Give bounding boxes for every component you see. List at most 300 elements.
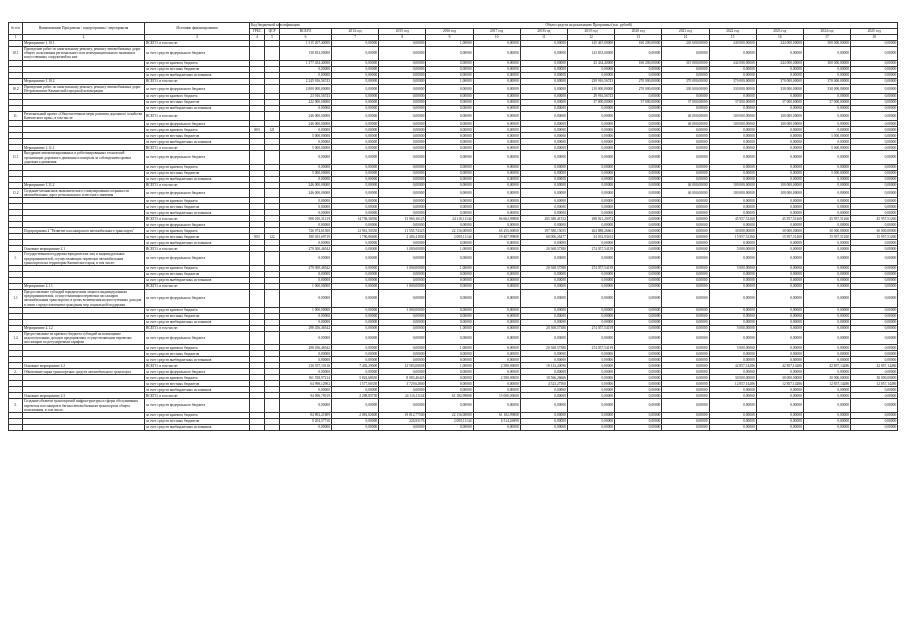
row-value: 24 116,11144	[426, 216, 473, 222]
header-year: 2020 год	[615, 29, 662, 35]
row-value: 45 957,51260	[851, 216, 898, 222]
row-value: 0,00000	[520, 66, 567, 72]
row-value: 0,00000	[709, 204, 756, 210]
row-grbs	[250, 112, 265, 121]
row-name: Мероприятие 1.11.1	[23, 145, 145, 151]
row-value: 244 000,00000	[756, 60, 803, 66]
row-value: 0,00000	[379, 425, 426, 431]
row-source: за счет средств внебюджетных источников	[145, 177, 250, 183]
row-value: 30 000,00000	[709, 375, 756, 381]
row-name: Проведение работ по капитальному ремонту, ремонту автомобильных дорог Петропавловск-Камчатской городской агломерации	[23, 84, 145, 93]
row-value: 240 000,00000	[709, 41, 756, 47]
row-value: 29 916,56743	[567, 94, 614, 100]
row-value: 0,00000	[803, 240, 850, 246]
row-source: за счет средств федерального бюджета	[145, 252, 250, 266]
row-value: 0,00000	[473, 425, 520, 431]
row-value: 0,00000	[332, 419, 379, 425]
row-value: 0,00000	[332, 278, 379, 284]
row-value: 0,00000	[756, 139, 803, 145]
row-value: 18 123,20096	[520, 363, 567, 369]
row-value: 14 758,36950	[332, 216, 379, 222]
row-value: 0,00000	[426, 290, 473, 308]
row-value: 0,00000	[662, 106, 709, 112]
row-value: 1 000,00000	[379, 307, 426, 313]
row-value: 0,00000	[851, 189, 898, 198]
row-source: за счет средств внебюджетных источников	[145, 278, 250, 284]
row-value: 0,00000	[756, 171, 803, 177]
row-value: 0,00000	[803, 331, 850, 345]
row-value: 0,00000	[851, 171, 898, 177]
row-name: Мероприятие 2.1.1	[23, 284, 145, 290]
row-value: 0,00000	[662, 393, 709, 399]
row-value: 0,00000	[473, 266, 520, 272]
row-value: 0,00000	[426, 222, 473, 228]
row-value: 0,00000	[615, 240, 662, 246]
row-value: 0,00000	[426, 399, 473, 413]
row-value: 5 000,00000	[803, 145, 850, 151]
row-value: 210 000,00000	[567, 84, 614, 93]
row-value: 0,00000	[756, 246, 803, 252]
row-value: 0,00000	[803, 198, 850, 204]
row-value: 0,00000	[332, 222, 379, 228]
row-value: 15 957,51260	[756, 234, 803, 240]
row-value: 0,00000	[426, 313, 473, 319]
table-row	[9, 425, 898, 431]
row-value: 0,00000	[615, 222, 662, 228]
row-value: 300 000,00000	[803, 60, 850, 66]
row-value: 0,00000	[567, 121, 614, 127]
column-number: 14	[662, 35, 709, 41]
row-value: 0,00000	[567, 127, 614, 133]
row-name	[23, 425, 145, 431]
row-value: 0,00000	[615, 399, 662, 413]
row-value: 100 000,00000	[709, 112, 756, 121]
row-value: 123 833,00000	[567, 47, 614, 61]
row-value: 0,00000	[426, 272, 473, 278]
row-value: 0,00000	[520, 290, 567, 308]
row-value: 0,00000	[426, 319, 473, 325]
row-value: 0,00000	[615, 393, 662, 399]
row-value: 0,00000	[662, 204, 709, 210]
row-tsr	[265, 151, 280, 165]
row-value: 0,00000	[379, 121, 426, 127]
row-value: 0,00000	[615, 307, 662, 313]
row-number: 11.	[9, 112, 23, 121]
row-value: 46 000,00000	[662, 183, 709, 189]
row-value: 0,00000	[851, 425, 898, 431]
row-value: 0,00000	[851, 413, 898, 419]
row-value: 244 000,00000	[756, 41, 803, 47]
row-value: 0,00000	[756, 331, 803, 345]
row-value: 0,00000	[379, 240, 426, 246]
row-value: 0,00000	[851, 177, 898, 183]
row-value: 0,00000	[520, 222, 567, 228]
row-value: 0,00000	[851, 151, 898, 165]
row-value: 370 000,00000	[756, 78, 803, 84]
row-value: 0,00000	[567, 290, 614, 308]
row-value: 0,00000	[709, 171, 756, 177]
column-number: 12	[567, 35, 614, 41]
header-year: 2024 год	[803, 29, 850, 35]
row-source: ВСЕГО, в том числе:	[145, 183, 250, 189]
row-value: 0,00000	[520, 331, 567, 345]
row-value: 0,00000	[379, 60, 426, 66]
row-value: 0,00000	[756, 66, 803, 72]
row-value: 0,00000	[709, 145, 756, 151]
row-value: 0,00000	[756, 252, 803, 266]
row-value: 0,00000	[851, 106, 898, 112]
row-value: 0,00000	[332, 240, 379, 246]
row-value: 0,00000	[473, 189, 520, 198]
row-value: 0,00000	[803, 284, 850, 290]
row-value: 0,00000	[426, 84, 473, 93]
row-source: за счет средств внебюджетных источников	[145, 240, 250, 246]
row-value: 0,00000	[426, 106, 473, 112]
row-value: 0,00000	[756, 266, 803, 272]
row-source: за счет средств местных бюджетов	[145, 171, 250, 177]
row-value: 0,00000	[615, 345, 662, 351]
row-value: 42 857,14286	[756, 363, 803, 369]
row-value: 0,00000	[851, 66, 898, 72]
row-value: 0,00000	[379, 357, 426, 363]
column-number: 4	[250, 35, 265, 41]
row-value: 242 000,00000	[709, 60, 756, 66]
row-value: 0,00000	[520, 78, 567, 84]
header-year: 2018 год	[520, 29, 567, 35]
row-value: 20 368,57380	[520, 325, 567, 331]
row-number: 3.	[9, 399, 23, 413]
row-value: 0,00000	[379, 387, 426, 393]
row-value: 0,00000	[803, 252, 850, 266]
row-value: 0,00000	[332, 272, 379, 278]
row-source: за счет средств местных бюджетов	[145, 381, 250, 387]
row-value: 8 083,46425	[379, 375, 426, 381]
row-value: 0,00000	[567, 151, 614, 165]
row-value: 19 407,99808	[473, 234, 520, 240]
row-value: 64 998,12902	[280, 381, 332, 387]
row-source: за счет средств внебюджетных источников	[145, 72, 250, 78]
row-value: 0,00000	[662, 228, 709, 234]
row-value: 0,00000	[709, 290, 756, 308]
row-value: 0,00000	[520, 313, 567, 319]
row-value: 0,00000	[709, 272, 756, 278]
row-value: 0,00000	[426, 100, 473, 106]
header-year: 2017 год	[473, 29, 520, 35]
row-value: 0,00000	[567, 419, 614, 425]
row-value: 0,00000	[473, 151, 520, 165]
row-value: 0,00000	[567, 189, 614, 198]
row-value: 0,00000	[851, 419, 898, 425]
row-value: 0,00000	[379, 171, 426, 177]
row-value: 0,00000	[567, 145, 614, 151]
row-value: 0,00000	[756, 413, 803, 419]
row-value: 0,00000	[280, 165, 332, 171]
row-source: за счет средств внебюджетных источников	[145, 357, 250, 363]
row-value: 0,00000	[615, 66, 662, 72]
row-value: 0,00000	[756, 204, 803, 210]
row-value: 0,00000	[379, 106, 426, 112]
row-source: за счет средств краевого бюджета	[145, 165, 250, 171]
row-value: 61 182,99808	[426, 393, 473, 399]
row-value: 12 857,14286	[756, 381, 803, 387]
row-grbs	[250, 252, 265, 266]
row-value: 0,00000	[332, 307, 379, 313]
row-value: 0,00000	[662, 375, 709, 381]
row-value: 0,00000	[803, 387, 850, 393]
row-value: 0,00000	[379, 41, 426, 47]
row-source: ВСЕГО, в том числе:	[145, 112, 250, 121]
row-value: 0,00000	[615, 278, 662, 284]
row-value: 65 255,00000	[473, 228, 520, 234]
row-value: 0,00000	[615, 216, 662, 222]
column-number: 17	[803, 35, 850, 41]
row-value: 0,00000	[851, 84, 898, 93]
row-value: 0,00000	[803, 204, 850, 210]
row-source: ВСЕГО, в том числе:	[145, 246, 250, 252]
row-value: 30 000,00000	[756, 228, 803, 234]
row-value: 0,00000	[520, 357, 567, 363]
row-value: 0,00000	[615, 357, 662, 363]
row-value: 0,00000	[520, 387, 567, 393]
row-value: 0,00000	[615, 177, 662, 183]
row-value: 1 377 434,40000	[280, 60, 332, 66]
row-value: 0,00000	[662, 234, 709, 240]
row-value: 5 000,00000	[709, 266, 756, 272]
row-value: 0,00000	[520, 272, 567, 278]
row-value: 330 000,00000	[709, 84, 756, 93]
row-value: 0,00000	[520, 399, 567, 413]
row-value: 0,00000	[567, 369, 614, 375]
row-value: 0,00000	[473, 369, 520, 375]
row-value: 0,00000	[473, 72, 520, 78]
row-tsr: 121	[265, 127, 280, 133]
row-value: 0,00000	[709, 177, 756, 183]
row-value: 5 000,00000	[280, 145, 332, 151]
row-value: 0,00000	[567, 284, 614, 290]
row-value: 0,00000	[520, 106, 567, 112]
row-source: за счет средств местных бюджетов	[145, 204, 250, 210]
row-value: 0,00000	[756, 222, 803, 228]
row-value: 46 000,00000	[662, 112, 709, 121]
row-value: 30 000,00000	[851, 228, 898, 234]
row-value: 0,00000	[332, 60, 379, 66]
row-value: 0,00000	[709, 151, 756, 165]
row-value: 0,00000	[615, 234, 662, 240]
row-value: 0,00000	[520, 60, 567, 66]
row-value: 0,00000	[426, 47, 473, 61]
row-value: 0,00000	[473, 357, 520, 363]
row-number	[9, 425, 23, 431]
row-value: 0,00000	[662, 94, 709, 100]
row-value: 0,00000	[567, 272, 614, 278]
row-value: 0,00000	[426, 139, 473, 145]
row-name: Мероприятие 1.11.2	[23, 183, 145, 189]
row-source: за счет средств федерального бюджета	[145, 84, 250, 93]
row-value: 274 057,54139	[567, 325, 614, 331]
row-value: 0,00000	[567, 331, 614, 345]
row-value: 0,00000	[567, 106, 614, 112]
row-value: 330 000,00000	[803, 84, 850, 93]
row-value: 0,00000	[567, 165, 614, 171]
row-value: 330 000,00000	[662, 84, 709, 93]
column-number: 13	[615, 35, 662, 41]
row-value: 0,00000	[426, 210, 473, 216]
header-volume: Объем средств на реализацию Программы (тыс. рублей)	[280, 23, 898, 29]
row-value: 0,00000	[615, 290, 662, 308]
row-value: 1 000,00000	[379, 246, 426, 252]
row-value: 145 467,00000	[567, 41, 614, 47]
row-value: 42 857,14286	[709, 363, 756, 369]
row-value: 265 386,41532	[520, 216, 567, 222]
row-value: 0,00000	[851, 112, 898, 121]
row-value: 0,00000	[662, 325, 709, 331]
row-value: 279 300,46542	[280, 246, 332, 252]
row-value: 0,00000	[332, 165, 379, 171]
row-value: 0,00000	[280, 313, 332, 319]
header-num: № п/п	[9, 23, 23, 35]
row-value: 160 200,00000	[615, 41, 662, 47]
row-value: 0,00000	[379, 272, 426, 278]
table-row	[9, 189, 898, 198]
row-value: 2 298,85750	[332, 393, 379, 399]
row-value: 0,00000	[756, 165, 803, 171]
row-value: 0,00000	[379, 204, 426, 210]
row-value: 5 000,00000	[709, 246, 756, 252]
header-year: 2023 год	[756, 29, 803, 35]
row-source: за счет средств краевого бюджета	[145, 94, 250, 100]
row-value: 0,00000	[615, 72, 662, 78]
row-value: 0,00000	[803, 357, 850, 363]
row-value: 0,00000	[379, 66, 426, 72]
row-value: 1 796,86600	[332, 234, 379, 240]
row-value: 0,00000	[332, 345, 379, 351]
row-grbs	[250, 290, 265, 308]
row-value: 0,00000	[851, 399, 898, 413]
row-value: 246 000,00000	[280, 121, 332, 127]
row-value: 2 580,00000	[473, 363, 520, 369]
row-source: за счет средств местных бюджетов	[145, 234, 250, 240]
row-value: 0,00000	[567, 399, 614, 413]
row-value: 0,00000	[709, 313, 756, 319]
row-value: 0,00000	[615, 331, 662, 345]
row-value: 0,00000	[567, 240, 614, 246]
row-value: 30 000,00000	[756, 375, 803, 381]
row-value: 0,00000	[756, 145, 803, 151]
row-value: 0,00000	[851, 72, 898, 78]
row-name: Предоставление из краевого бюджета субсидий на возмещение недополученных доходов предприятиям, осуществляющим перевозки пассажиров по регулируемым тарифам	[23, 331, 145, 345]
row-value: 0,00000	[426, 133, 473, 139]
row-value: 0,00000	[709, 240, 756, 246]
row-grbs	[250, 47, 265, 61]
row-value: 0,00000	[473, 204, 520, 210]
header-kbk: Код бюджетной классификации	[251, 23, 300, 28]
row-value: 0,00000	[280, 127, 332, 133]
row-value: 0,00000	[851, 240, 898, 246]
row-value: 45 957,51260	[803, 216, 850, 222]
row-value: 0,00000	[662, 319, 709, 325]
row-value: 5 000,00000	[803, 171, 850, 177]
row-value: 0,00000	[473, 252, 520, 266]
column-number: 2	[23, 35, 145, 41]
row-value: 0,00000	[803, 266, 850, 272]
row-value: 0,00000	[567, 393, 614, 399]
row-value: 0,00000	[803, 222, 850, 228]
row-value: 197 380,15055	[520, 228, 567, 234]
row-value: 1 000,00000	[379, 284, 426, 290]
row-value: 0,00000	[803, 413, 850, 419]
row-value: 0,00000	[615, 375, 662, 381]
row-value: 0,00000	[473, 100, 520, 106]
row-value: 0,00000	[520, 198, 567, 204]
row-value: 0,00000	[426, 165, 473, 171]
row-value: 0,00000	[615, 381, 662, 387]
row-value: 0,00000	[332, 425, 379, 431]
row-value: 0,00000	[567, 198, 614, 204]
row-value: 0,00000	[756, 393, 803, 399]
row-value: 0,00000	[332, 246, 379, 252]
row-value: 0,00000	[426, 171, 473, 177]
row-value: 0,00000	[851, 47, 898, 61]
row-source: ВСЕГО, в том числе:	[145, 363, 250, 369]
row-value: 0,00000	[520, 307, 567, 313]
row-value: 0,00000	[709, 284, 756, 290]
table-row	[9, 112, 898, 121]
row-value: 0,00000	[803, 419, 850, 425]
row-value: 0,00000	[426, 60, 473, 66]
row-value: 0,00000	[332, 290, 379, 308]
table-row	[9, 151, 898, 165]
row-value: 45 957,51260	[709, 216, 756, 222]
row-value: 12 857,14286	[709, 381, 756, 387]
row-value: 0,00000	[332, 100, 379, 106]
row-value: 0,00000	[803, 189, 850, 198]
table-row	[9, 290, 898, 308]
row-value: 0,00000	[280, 357, 332, 363]
row-value: 0,00000	[520, 112, 567, 121]
header-year: 2025 год	[851, 29, 898, 35]
row-value: 12 857,14286	[851, 381, 898, 387]
row-value: 0,00000	[332, 183, 379, 189]
header-year: 2015 год	[379, 29, 426, 35]
row-value: 0,00000	[332, 127, 379, 133]
row-value: 0,00000	[756, 272, 803, 278]
row-value: 37 000,00000	[803, 100, 850, 106]
row-value: 6 514,26999	[473, 419, 520, 425]
row-value: 0,00000	[332, 399, 379, 413]
row-value: 0,00000	[851, 351, 898, 357]
row-value: 37 000,00000	[709, 100, 756, 106]
row-value: 0,00000	[709, 66, 756, 72]
row-value: 0,00000	[662, 369, 709, 375]
row-value: 0,00000	[332, 41, 379, 47]
row-value: 0,00000	[379, 198, 426, 204]
row-value: 0,00000	[473, 222, 520, 228]
row-value: 0,00000	[426, 127, 473, 133]
row-value: 0,00000	[851, 139, 898, 145]
row-value: 0,00000	[473, 278, 520, 284]
row-value: 0,00000	[567, 204, 614, 210]
row-value: 0,00000	[379, 325, 426, 331]
row-value: 12 857,14286	[803, 381, 850, 387]
row-value: 298 456,46542	[280, 325, 332, 331]
row-value: 0,00000	[280, 387, 332, 393]
row-source: за счет средств федерального бюджета	[145, 189, 250, 198]
row-value: 0,00000	[332, 210, 379, 216]
row-value: 30 000,00000	[803, 228, 850, 234]
row-tsr	[265, 425, 280, 431]
row-value: 0,00000	[803, 106, 850, 112]
row-name: Внедрение автоматизированных и роботизированных технологий организации дорожного движения и контроля за соблюдением правил дорожного движения	[23, 151, 145, 165]
